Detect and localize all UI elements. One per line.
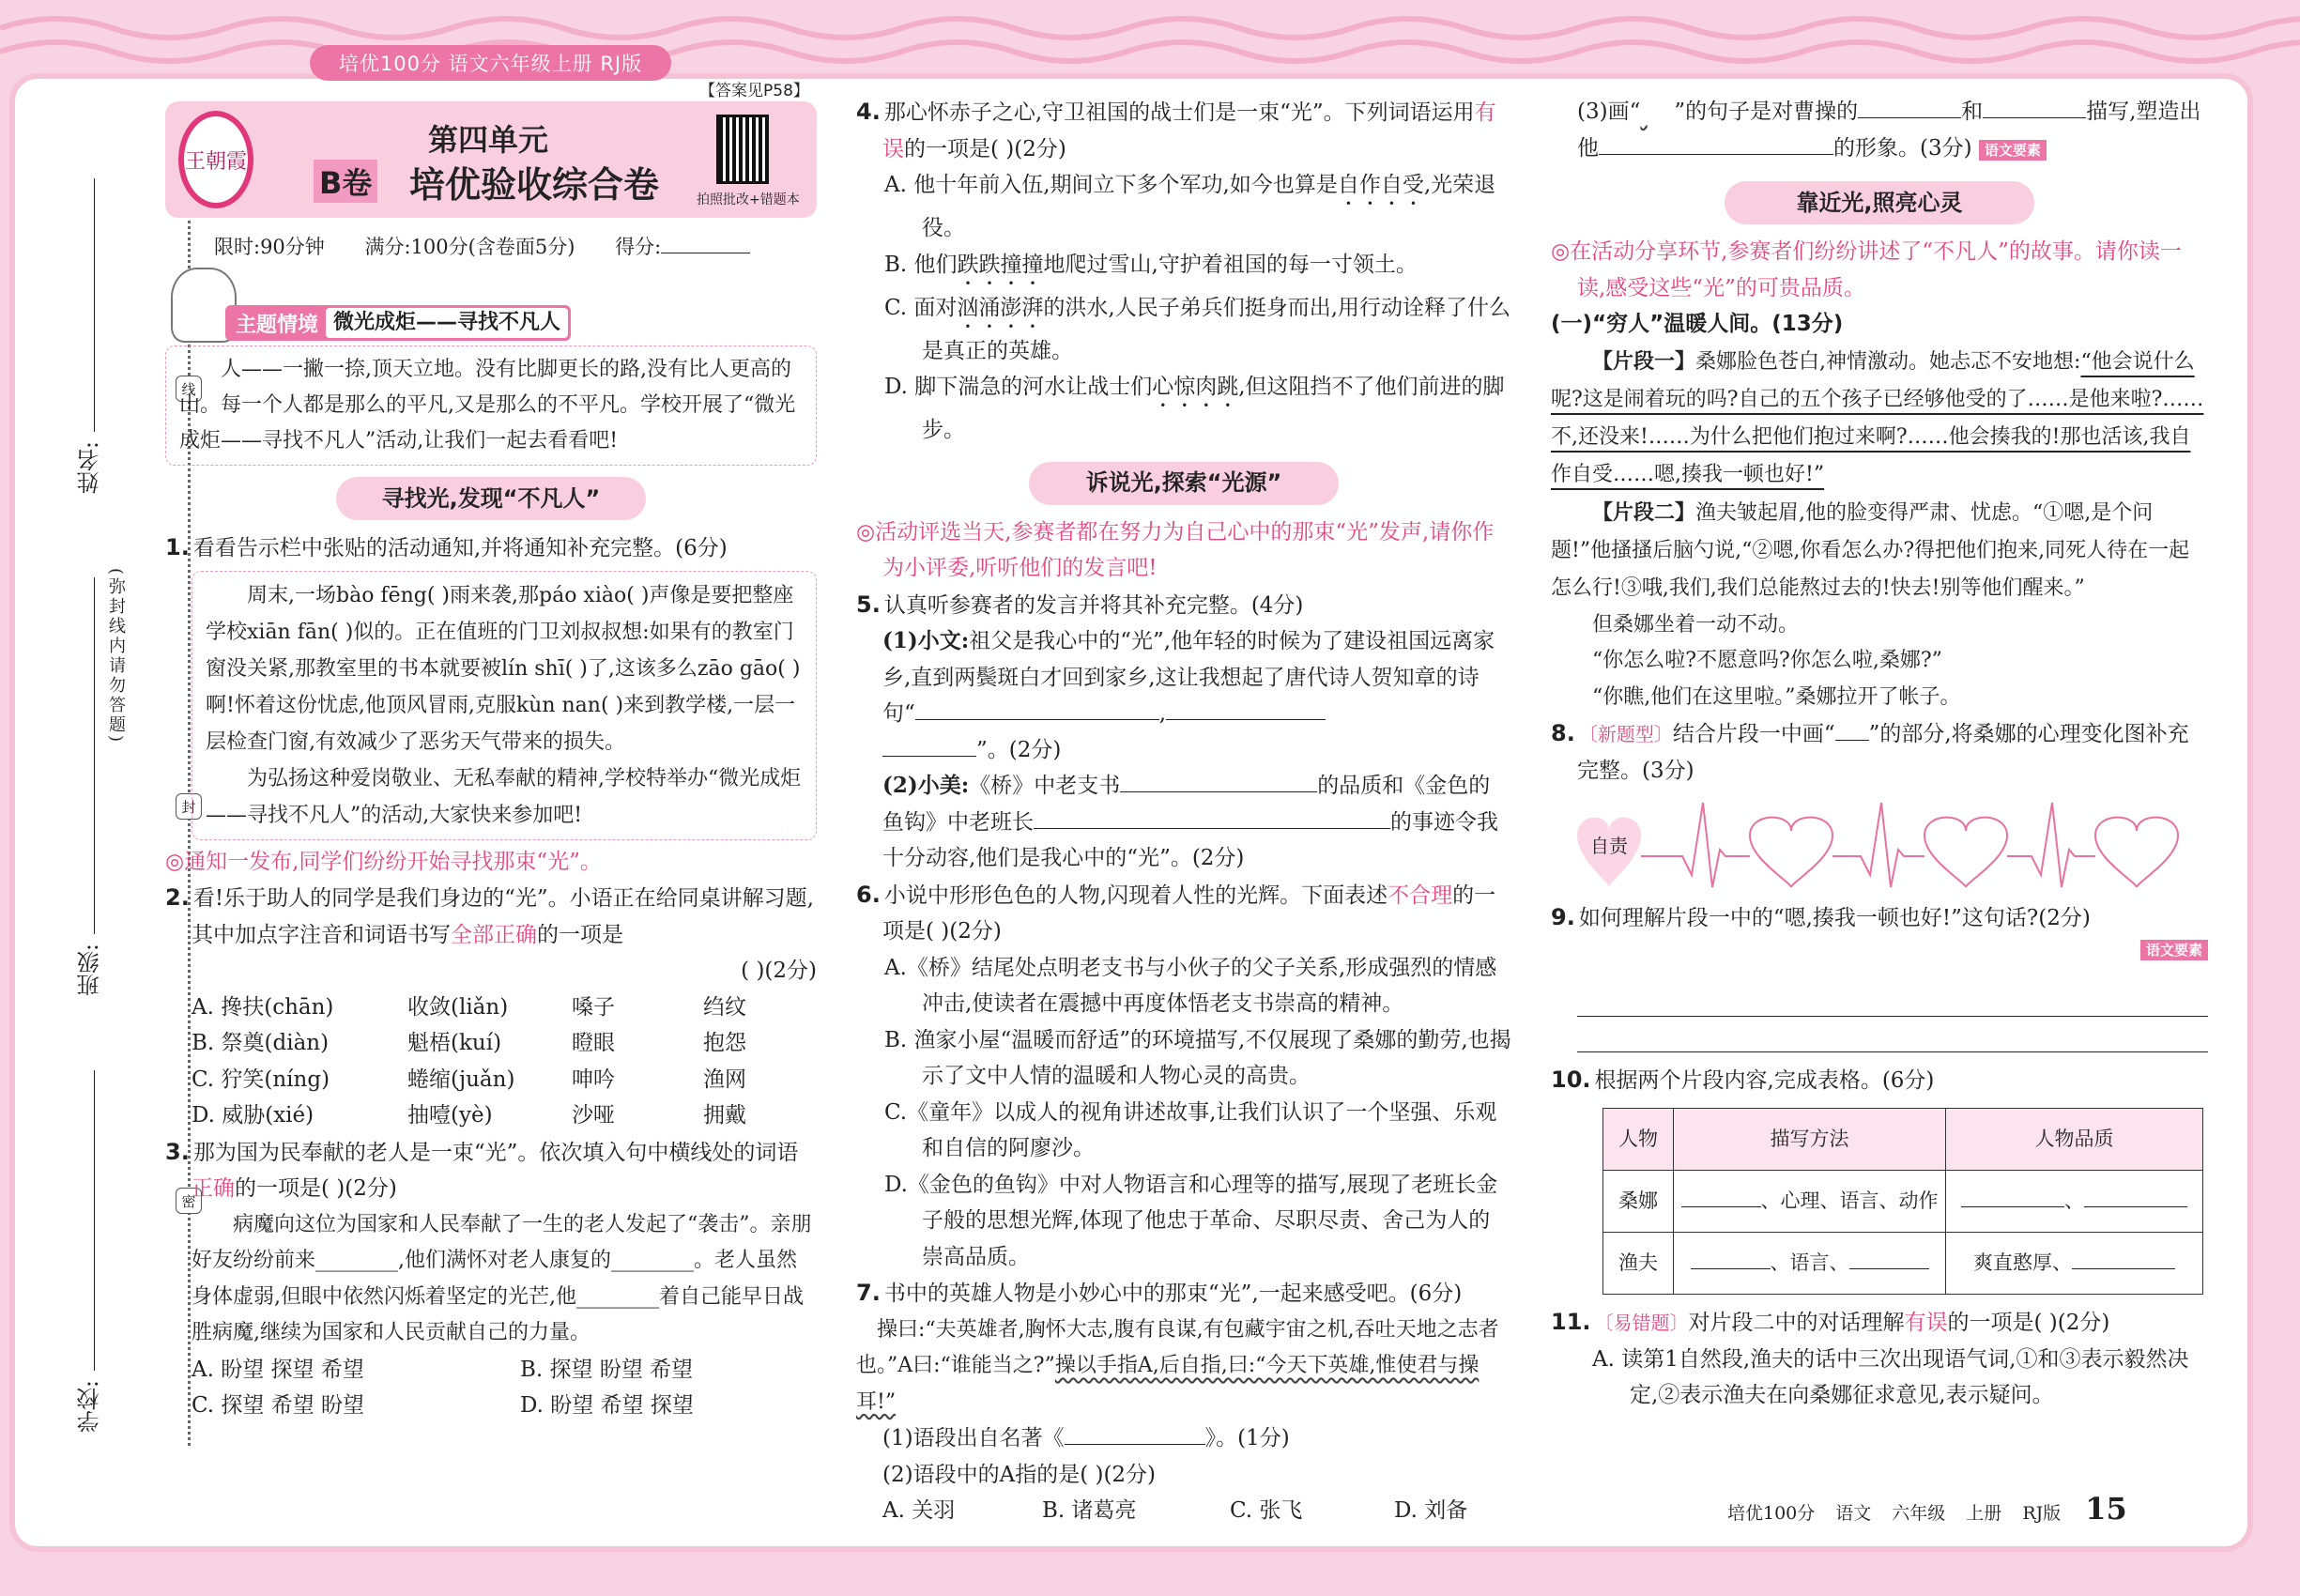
footer-series: 培优100分: [1727, 1503, 1816, 1524]
question-text: 看!乐于助人的同学是我们身边的“光”。小语正在给同桌讲解习题,其中加点字注音和词语书写: [192, 886, 814, 947]
question-text: 的一项是( )(2分): [904, 136, 1066, 161]
column-header: 描写方法: [1674, 1109, 1946, 1171]
option-text: D. 脚下湍急的河水让战士们: [884, 375, 1153, 399]
fragment-2: [1551, 494, 2208, 607]
notice-paragraph: 为弘扬这种爱岗敬业、无私奉献的精神,学校特举办“微光成炬——寻找不凡人”的活动,大家快来参加吧!: [206, 766, 802, 827]
fragment-line: “你瞧,他们在这里啦。”桑娜拉开了帐子。: [1592, 684, 1961, 709]
question-text: 的一项是: [537, 922, 623, 947]
emphasized-phrase: 心惊肉跳: [1152, 375, 1239, 399]
name-label: 姓名:: [77, 441, 103, 495]
score-text: ”。(2分): [976, 737, 1062, 762]
emphasized-phrase: 汹涌澎湃: [957, 295, 1044, 320]
q4-options: [856, 167, 1511, 449]
score-label: 得分:: [615, 236, 662, 258]
q7-sub-1: [856, 1420, 1511, 1457]
option-a[interactable]: [856, 167, 1511, 247]
q2-options: [165, 990, 817, 1134]
highlight-text: 正确: [192, 1176, 235, 1201]
option-d[interactable]: D. 刘备: [1394, 1498, 1468, 1523]
option-word: 收敛(liǎn): [407, 994, 509, 1020]
answer-blank[interactable]: [1120, 768, 1317, 792]
school-field[interactable]: [94, 1070, 95, 1371]
option-label-word: C. 狞笑(níng): [192, 1067, 330, 1092]
theme-bar: [225, 305, 571, 341]
speech-text: 的事迹令我十分动容,他们是我心中的“光”。(2分): [882, 809, 1498, 870]
q7-sub-2: (2)语段中的A指的是( )(2分): [882, 1462, 1157, 1487]
page-footer: [1727, 1491, 2127, 1527]
question-text: 的一项是( )(2分): [235, 1176, 397, 1201]
sub-question-text: 和: [1961, 100, 1984, 124]
sub-question-text: 的形象。(3分): [1833, 135, 1972, 161]
option-a[interactable]: A.《桥》结尾处点明老支书与小伙子的父子关系,形成强烈的情感冲击,使读者在震撼中再度体悟老支书崇高的精神。: [884, 955, 1497, 1016]
answer-blank[interactable]: [1166, 696, 1326, 720]
q7-options: [856, 1493, 1511, 1529]
option-text: 的洪水,人民子弟兵们挺身而出,用行动诠释了什么是真正的英雄。: [922, 295, 1511, 363]
method-cell[interactable]: [1674, 1171, 1946, 1233]
quality-cell[interactable]: [1946, 1233, 2203, 1295]
option-text: B. 他们: [884, 252, 958, 277]
question-text: 根据两个片段内容,完成表格。(6分): [1594, 1067, 1935, 1093]
sub-question-text: 描写,塑造出他: [1577, 100, 2201, 161]
option-row[interactable]: [165, 1025, 817, 1062]
highlight-text: 有误: [1904, 1311, 1948, 1335]
option-word: 沙哑: [572, 1103, 615, 1128]
q3-options: [165, 1352, 817, 1424]
question-text: 那心怀赤子之心,守卫祖国的战士们是一束“光”。下列词语运用: [883, 100, 1475, 125]
question-4: [856, 94, 1511, 167]
option-text: 地爬过雪山,守护着祖国的每一寸领土。: [1043, 252, 1418, 277]
passage-text: 操曰:“夫英雄者,胸怀大志,腹有良谋,有包藏宇宙之机,吞吐天地之志者也。”A曰:“谁能当之?”: [856, 1317, 1499, 1377]
question-text: 认真听参赛者的发言并将其补充完整。(4分): [883, 592, 1304, 618]
character-name: 桑娜: [1603, 1171, 1674, 1233]
question-text: 的一项是( )(2分): [882, 882, 1496, 944]
time-limit: 限时:90分钟: [214, 236, 325, 258]
option-b[interactable]: B. 诸葛亮: [1042, 1498, 1137, 1523]
q6-options: [856, 950, 1511, 1276]
seal-note: (弥封线内请勿答题): [106, 568, 126, 745]
blank-heart: [2095, 818, 2178, 887]
answer-bracket[interactable]: ( )(2分): [741, 959, 817, 983]
q5-part-1: (1)小文:祖父是我心中的“光”,他年轻的时候为了建设祖国远离家乡,直到两鬓斑白才回到家乡,这让我想起了唐代诗人贺知章的诗句“ , ”。(2分): [882, 628, 1495, 762]
speech-text: 祖父是我心中的“光”,他年轻的时候为了建设祖国远离家乡,直到两鬓斑白才回到家乡,这让我想起了唐代诗人贺知章的诗句“: [882, 629, 1495, 726]
option-word: 呻吟: [572, 1067, 615, 1092]
sub-question-text: ”的句子是对曹操的: [1674, 100, 1859, 124]
option-text: C. 面对: [884, 295, 958, 320]
option-label-word: A. 搀扶(chān): [192, 994, 334, 1020]
question-7: [856, 1275, 1511, 1312]
option-c[interactable]: [856, 290, 1511, 370]
character-table: [1602, 1108, 2203, 1295]
class-label: 班级:: [77, 944, 103, 997]
option-row[interactable]: [165, 1097, 817, 1134]
part-title: (一)“穷人”温暖人间。(13分): [1551, 312, 1844, 336]
question-number: 5.: [856, 591, 881, 618]
footer-subject: 语文: [1835, 1503, 1872, 1524]
option-word: 抽噎(yè): [407, 1103, 493, 1128]
answer-line[interactable]: [1577, 981, 2208, 1017]
emphasized-phrase: 跌跌撞撞: [957, 252, 1044, 277]
answer-reference: 【答案见P58】: [699, 82, 809, 100]
column-header: 人物品质: [1946, 1109, 2203, 1171]
answer-blank[interactable]: [915, 696, 1159, 720]
section-note: ◎活动评选当天,参赛者都在努力为自己心中的那束“光”发声,请你作为小评委,听听他们的发言吧!: [856, 519, 1495, 580]
q3-passage: 病魔向这位为国家和人民奉献了一生的老人发起了“袭击”。亲朋好友纷纷前来________,他们满怀对老人康复的________。老人虽然身体虚弱,但眼中依然闪烁着坚定的光芒,他________着自己能早日战胜病魔,继续为国家和人民贡献自己的力量。: [192, 1212, 812, 1344]
question-number: 9.: [1551, 904, 1575, 930]
right-column: [1551, 94, 2208, 1414]
story-note: ◎通知一发布,同学们纷纷开始寻找那束“光”。: [165, 849, 602, 874]
option-label-word: B. 祭奠(diàn): [192, 1031, 330, 1055]
footer-volume: 上册: [1966, 1503, 2002, 1524]
title-banner: [165, 101, 817, 218]
question-text: 结合片段一中画“: [1672, 722, 1835, 746]
fragment-text: 渔夫皱起眉,他的脸变得严肃、忧虑。“①嗯,是个问题!”他搔搔后脑勺说,“②嗯,你看怎么办?得把他们抱来,同死人待在一起怎么行!③哦,我们,我们总能熬过去的!快去!别等他们醒来。”: [1551, 500, 2190, 600]
question-type-tag: 〔新题型〕: [1578, 723, 1673, 745]
skill-tag: 语文要素: [2140, 940, 2208, 960]
question-number: 11.: [1551, 1309, 1591, 1335]
quality-cell[interactable]: [1946, 1171, 2203, 1233]
page-number: 15: [2085, 1491, 2127, 1527]
option-d[interactable]: D.《金色的鱼钩》中对人物语言和心理等的描写,展现了老班长金子般的思想光辉,体现了他忠于革命、尽职尽责、舍己为人的崇高品质。: [884, 1172, 1498, 1269]
question-text: 的一项是( )(2分): [1947, 1311, 2110, 1335]
full-score: 满分:100分(含卷面5分): [364, 236, 575, 258]
cell-text: 、心理、语言、动作: [1760, 1189, 1939, 1213]
wavy-underlined-text: 操以手指A,后自指,曰:“今天下英雄,惟使君与操耳!”: [856, 1354, 1480, 1414]
q7-passage: [856, 1312, 1511, 1421]
qr-caption: 拍照批改+错题本: [697, 192, 800, 207]
highlight-text: 不合理: [1388, 882, 1453, 908]
question-type-tag: 〔易错题〕: [1594, 1312, 1689, 1334]
left-column: [165, 342, 817, 1424]
fragment-line: “你怎么啦?不愿意吗?你怎么啦,桑娜?”: [1592, 649, 1942, 672]
highlight-text: 有误: [882, 100, 1496, 161]
cell-text: 爽直憨厚、: [1973, 1251, 2072, 1275]
skill-tag: 语文要素: [1979, 140, 2047, 161]
option-row[interactable]: [165, 990, 817, 1026]
class-field[interactable]: [94, 577, 95, 934]
answer-blank[interactable]: [1306, 805, 1390, 829]
qr-code[interactable]: [716, 115, 769, 184]
option-a[interactable]: A. 关羽: [882, 1498, 956, 1523]
name-field[interactable]: [94, 178, 95, 432]
option-c[interactable]: C. 探望 希望 盼望: [192, 1393, 365, 1418]
fragment-label: 【片段二】: [1592, 499, 1696, 525]
question-1: [165, 529, 817, 567]
option-d[interactable]: [856, 369, 1511, 449]
binding-margin: [56, 169, 196, 1446]
school-label: 学校:: [77, 1380, 103, 1434]
question-number: 10.: [1551, 1066, 1591, 1093]
answer-line[interactable]: [1577, 1017, 2208, 1052]
paper-title: 培优验收综合卷: [409, 164, 660, 206]
answer-blank[interactable]: [1599, 130, 1833, 155]
question-8: [1551, 715, 2208, 789]
start-mood-label: 自责: [1590, 835, 1628, 857]
series-badge: 培优100分 语文六年级上册 RJ版: [310, 45, 671, 81]
question-3: [165, 1134, 817, 1207]
emphasized-phrase: 自作自受: [1337, 173, 1424, 197]
question-number: 7.: [856, 1280, 881, 1306]
logo-text: 王朝霞: [184, 149, 247, 174]
middle-column: [856, 94, 1511, 1529]
character-name: 渔夫: [1603, 1233, 1674, 1295]
speech-text: 《桥》中老支书: [969, 774, 1121, 798]
option-c[interactable]: C.《童年》以成人的视角讲述故事,让我们认识了一个坚强、乐观和自信的阿廖沙。: [884, 1099, 1497, 1160]
theme-intro-box: 人——一撇一捺,顶天立地。没有比脚更长的路,没有比人更高的山。每一个人都是那么的平凡,又是那么的不平凡。学校开展了“微光成炬——寻找不凡人”活动,让我们一起去看看吧!: [165, 345, 817, 466]
answer-blank[interactable]: [1983, 94, 2086, 118]
question-text: 书中的英雄人物是小妙心中的那束“光”,一起来感受吧。(6分): [883, 1281, 1463, 1306]
option-a[interactable]: A. 读第1自然段,渔夫的话中三次出现语气词,①和③表示毅然决定,②表示渔夫在向桑娜征求意见,表示疑问。: [1592, 1346, 2189, 1407]
question-10: [1551, 1062, 2208, 1099]
option-b[interactable]: B. 渔家小屋“温暖而舒适”的环境描写,不仅展现了桑娜的勤劳,也揭示了文中人情的温暖和人物心灵的高贵。: [884, 1027, 1511, 1088]
question-2: [165, 880, 817, 953]
q9-tag-row: [1551, 937, 2208, 960]
option-word: 瞪眼: [572, 1031, 615, 1055]
question-number: 8.: [1551, 720, 1575, 746]
brand-logo: [178, 111, 253, 208]
option-text: A. 他十年前入伍,期间立下多个军功,如今也算是: [884, 173, 1338, 197]
option-text: ,但这阻挡不了他们前进的脚步。: [922, 375, 1505, 442]
fragment-label: 【片段一】: [1592, 348, 1696, 374]
question-number: 2.: [165, 884, 190, 911]
option-text: ,光荣退役。: [922, 173, 1496, 240]
question-5: [856, 587, 1511, 624]
option-word: 拥戴: [703, 1103, 746, 1128]
speaker-label: (1)小文:: [882, 628, 970, 653]
section-title: 靠近光,照亮心灵: [1725, 181, 2034, 224]
fragment-text: 桑娜脸色苍白,神情激动。她忐忑不安地想:: [1695, 349, 2081, 374]
seal-mark: 线: [176, 376, 202, 402]
option-word: 嗓子: [572, 994, 615, 1020]
question-text: 看看告示栏中张贴的活动通知,并将通知补充完整。(6分): [192, 536, 728, 560]
question-number: 6.: [856, 881, 881, 908]
speaker-label: (2)小美:: [882, 773, 970, 798]
option-d[interactable]: D. 盼望 希望 探望: [520, 1393, 694, 1418]
footer-edition: RJ版: [2022, 1503, 2062, 1524]
table-row: [1603, 1171, 2203, 1233]
speech-text: 的品质和《金色的鱼钩》中老班长: [882, 774, 1491, 835]
paper-type-badge: B卷: [314, 160, 377, 203]
cell-text: 、语言、: [1770, 1251, 1849, 1275]
option-word: 魁梧(kuí): [407, 1031, 502, 1055]
sub-question-text: (1)语段出自名著《: [882, 1426, 1065, 1450]
q5-part-2: [856, 768, 1511, 877]
sub-question-text: (3)画“: [1577, 100, 1641, 124]
answer-blank[interactable]: [1065, 1420, 1205, 1445]
option-c[interactable]: C. 张飞: [1230, 1498, 1303, 1523]
question-6: [856, 877, 1511, 950]
column-header: 人物: [1603, 1109, 1674, 1171]
unit-title: 第四单元: [428, 122, 549, 158]
heartbeat-line: [1551, 798, 2208, 892]
question-number: 4.: [856, 99, 881, 125]
question-text: 如何理解片段一中的“嗯,揍我一顿也好!”这句话?(2分): [1578, 906, 2091, 930]
mood-heartbeat-diagram: [1551, 798, 2208, 892]
seal-mark: 封: [176, 793, 202, 820]
theme-label: 主题情境: [236, 313, 319, 337]
option-word: 渔网: [703, 1067, 746, 1092]
question-number: 3.: [165, 1138, 190, 1165]
cell-text: 、: [2064, 1189, 2084, 1213]
option-a[interactable]: A. 盼望 探望 希望: [192, 1357, 364, 1382]
underlined-text: “他会说什么呢?这是闹着玩的吗?自己的五个孩子已经够他受的了……是他来啦?……不,还没来!……为什么把他们抱过来啊?……他会揍我的!那也活该,我自作自受……嗯,揍我一顿也好!”: [1551, 349, 2204, 486]
score-field[interactable]: [661, 229, 750, 253]
question-number: 1.: [165, 534, 190, 560]
highlight-text: 全部正确: [451, 922, 537, 947]
question-text: 那为国为民奉献的老人是一束“光”。依次填入句中横线处的词语: [192, 1140, 799, 1165]
answer-blank[interactable]: [1858, 94, 1961, 118]
exam-info: [214, 229, 750, 260]
sub-question-text: 》。(1分): [1204, 1426, 1290, 1450]
method-cell[interactable]: [1674, 1233, 1946, 1295]
answer-blank[interactable]: [1034, 805, 1306, 829]
blank-heart: [1750, 818, 1832, 887]
option-label-word: D. 威胁(xié): [192, 1103, 314, 1128]
table-header-row: [1603, 1109, 2203, 1171]
option-b[interactable]: [856, 247, 1511, 290]
option-b[interactable]: B. 探望 盼望 希望: [520, 1357, 694, 1382]
section-title: 诉说光,探索“光源”: [1029, 462, 1339, 505]
fragment-line: 但桑娜坐着一动不动。: [1592, 612, 1800, 637]
notice-paragraph: 周末,一场bào fēng( )雨来袭,那páo xiào( )声像是要把整座学校xiān fān( )似的。正在值班的门卫刘叔叔想:如果有的教室门窗没关紧,那教室里的书本就要被lín shī( )了,这该多么zāo gāo( )啊!怀着这份忧虑,他顶风冒雨,克服kùn nan( )来到教学楼,一层一层检查门窗,有效减少了恶劣天气带来的损失。: [206, 583, 801, 754]
question-text: 小说中形形色色的人物,闪现着人性的光辉。下面表述: [883, 882, 1388, 908]
seal-mark: 密: [176, 1188, 202, 1214]
option-word: 抱怨: [703, 1031, 746, 1055]
notice-box: [192, 571, 817, 840]
fragment-1: [1551, 343, 2208, 494]
section-note: ◎在活动分享环节,参赛者们纷纷讲述了“不凡人”的故事。请你读一读,感受这些“光”的可贵品质。: [1551, 239, 2182, 300]
q7-sub-3: [1551, 94, 2208, 166]
option-word: 绉纹: [703, 994, 746, 1020]
answer-blank[interactable]: [882, 732, 976, 757]
blank-heart: [1924, 818, 2007, 887]
option-row[interactable]: [165, 1062, 817, 1098]
question-11: [1551, 1304, 2208, 1342]
question-text: 对片段二中的对话理解: [1688, 1311, 1905, 1335]
table-row: [1603, 1233, 2203, 1295]
section-title: 寻找光,发现“不凡人”: [336, 477, 646, 520]
theme-title: 微光成炬——寻找不凡人: [326, 308, 568, 338]
footer-grade: 六年级: [1892, 1503, 1946, 1524]
question-text: ”的部分,将桑娜的心理变化图补充完整。(3分): [1577, 722, 2189, 783]
question-9: [1551, 899, 2208, 937]
option-word: 蜷缩(juǎn): [407, 1067, 515, 1092]
